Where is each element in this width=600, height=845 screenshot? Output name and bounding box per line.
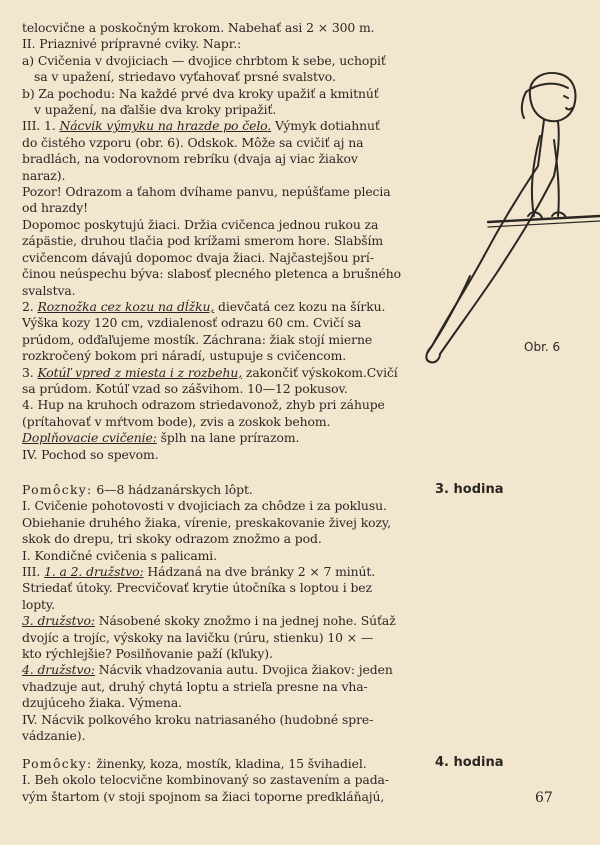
text-line: 4. Hup na kruhoch odrazom striedavonož, zhyb pri záhupe xyxy=(22,397,385,413)
text-line: cvičencom dávajú dopomoc dvaja žiaci. Najčastejšou prí- xyxy=(22,249,374,265)
text-line: zápästie, druhou tlačia pod krížami smerom hore. Slabším xyxy=(22,233,384,249)
text-line xyxy=(22,118,418,134)
aids-label: Pomôcky: xyxy=(22,482,93,497)
text-line xyxy=(22,756,418,772)
text-line: kto rýchlejšie? Posilňovanie paží (kľuky). xyxy=(22,646,273,662)
text-fragment: dievčatá cez kozu na šírku. xyxy=(214,298,386,314)
text-fragment: 6—8 hádzanárskych lôpt. xyxy=(92,482,253,497)
lesson-4-text xyxy=(22,756,418,805)
text-line: vým štartom (v stoji spojnom sa žiaci toporne predkláňajú, xyxy=(22,788,385,804)
text-line: (prítahovať v mŕtvom bode), zvis a zoskok behom. xyxy=(22,413,331,429)
text-fragment: Výmyk dotiahnuť xyxy=(271,118,380,134)
text-line: lopty. xyxy=(22,596,56,612)
group-label: 3. družstvo: xyxy=(22,613,95,629)
text-line: v upažení, na ďalšie dva kroky pripažiť. xyxy=(34,102,277,118)
text-line: sa prúdom. Kotúľ vzad so zášvihom. 10—12 pokusov. xyxy=(22,380,348,396)
text-line: Dopomoc poskytujú žiaci. Držia cvičenca jednou rukou za xyxy=(22,216,379,232)
text-line: prúdom, odďaľujeme mostík. Záchrana: žiak stojí mierne xyxy=(22,331,373,347)
lesson-3-text xyxy=(22,482,418,745)
text-line: Výška kozy 120 cm, vzdialenosť odrazu 60 cm. Cvičí sa xyxy=(22,315,362,331)
text-line: I. Kondičné cvičenia s palicami. xyxy=(22,547,217,563)
text-line: vhadzuje aut, druhý chytá loptu a strieľa presne na vha- xyxy=(22,678,368,694)
text-line: sa v upažení, striedavo vyťahovať prsné svalstvo. xyxy=(34,69,336,85)
text-fragment: žinenky, koza, mostík, kladina, 15 švihadiel. xyxy=(92,756,367,771)
aids-label: Pomôcky: xyxy=(22,756,93,771)
text-line xyxy=(22,430,418,446)
text-line: dvojíc a trojíc, výskoky na lavičku (rúru, stienku) 10 × — xyxy=(22,629,374,645)
text-line: Striedať útoky. Precvičovať krytie útočníka s loptou i bez xyxy=(22,580,372,596)
text-line: I. Cvičenie pohotovosti v dvojiciach za chôdze i za poklusu. xyxy=(22,498,387,514)
text-line: Obiehanie druhého žiaka, vírenie, preskakovanie živej kozy, xyxy=(22,514,392,530)
text-line: bradlách, na vodorovnom rebríku (dvaja aj viac žiakov xyxy=(22,151,358,167)
text-fragment: Nácvik vhadzovania autu. Dvojica žiakov: jeden xyxy=(94,662,393,678)
text-line: naraz). xyxy=(22,167,66,183)
text-line xyxy=(22,299,418,315)
text-line xyxy=(22,482,418,498)
text-line: od hrazdy! xyxy=(22,200,89,216)
text-fragment: Násobené skoky znožmo i na jednej nohe. Súťaž xyxy=(94,613,396,629)
lesson-heading: 3. hodina xyxy=(435,482,504,497)
text-line: a) Cvičenia v dvojiciach — dvojice chrbtom k sebe, uchopiť xyxy=(22,52,386,68)
figure-caption: Obr. 6 xyxy=(524,340,561,354)
text-line: IV. Pochod so spevom. xyxy=(22,446,159,462)
text-fragment: 2. xyxy=(22,298,38,314)
text-line: vádzanie). xyxy=(22,728,86,744)
group-label: 4. družstvo: xyxy=(22,662,95,678)
text-line: svalstva. xyxy=(22,282,76,298)
text-line: I. Beh okolo telocvične kombinovaný so zastavením a pada- xyxy=(22,772,389,788)
exercise-title: Doplňovacie cvičenie: xyxy=(22,430,157,446)
text-line xyxy=(22,564,418,580)
group-label: 1. a 2. družstvo: xyxy=(44,564,144,580)
gymnast-on-bar-illustration xyxy=(418,66,600,366)
text-fragment: zakončiť výskokom.Cvičí xyxy=(242,364,398,380)
text-line: IV. Nácvik polkového kroku natriasaného (hudobné spre- xyxy=(22,711,374,727)
text-fragment: šplh na lane prírazom. xyxy=(156,430,300,446)
text-line: II. Priaznivé prípravné cviky. Napr.: xyxy=(22,36,242,52)
text-line xyxy=(22,662,418,678)
text-fragment: 3. xyxy=(22,364,38,380)
exercise-title: Roznožka cez kozu na dĺžku, xyxy=(37,298,215,314)
text-line: dzujúceho žiaka. Výmena. xyxy=(22,695,182,711)
text-fragment: III. xyxy=(22,564,45,580)
text-line: do čistého vzporu (obr. 6). Odskok. Môže sa cvičiť aj na xyxy=(22,134,364,150)
text-fragment: III. 1. xyxy=(22,118,60,134)
text-line xyxy=(22,613,418,629)
text-fragment: Hádzaná na dve bránky 2 × 7 minút. xyxy=(143,564,376,580)
lesson-2-text xyxy=(22,20,418,463)
lesson-heading: 4. hodina xyxy=(435,755,504,770)
text-line: činou neúspechu býva: slabosť plecného pletenca a brušného xyxy=(22,266,401,282)
text-line: telocvične a poskočným krokom. Nabehať asi 2 × 300 m. xyxy=(22,20,375,35)
exercise-title: Kotúľ vpred z miesta i z rozbehu, xyxy=(37,364,243,380)
page-number: 67 xyxy=(535,790,553,806)
exercise-title: Nácvik výmyku na hrazde po čelo. xyxy=(59,118,272,134)
text-line: Pozor! Odrazom a ťahom dvíhame panvu, nepúšťame plecia xyxy=(22,184,391,200)
text-line: b) Za pochodu: Na každé prvé dva kroky upažiť a kmitnúť xyxy=(22,85,379,101)
text-line: rozkročený bokom pri náradí, ustupuje s cvičencom. xyxy=(22,348,347,364)
text-line: skok do drepu, tri skoky odrazom znožmo a pod. xyxy=(22,531,322,547)
text-line xyxy=(22,365,418,381)
